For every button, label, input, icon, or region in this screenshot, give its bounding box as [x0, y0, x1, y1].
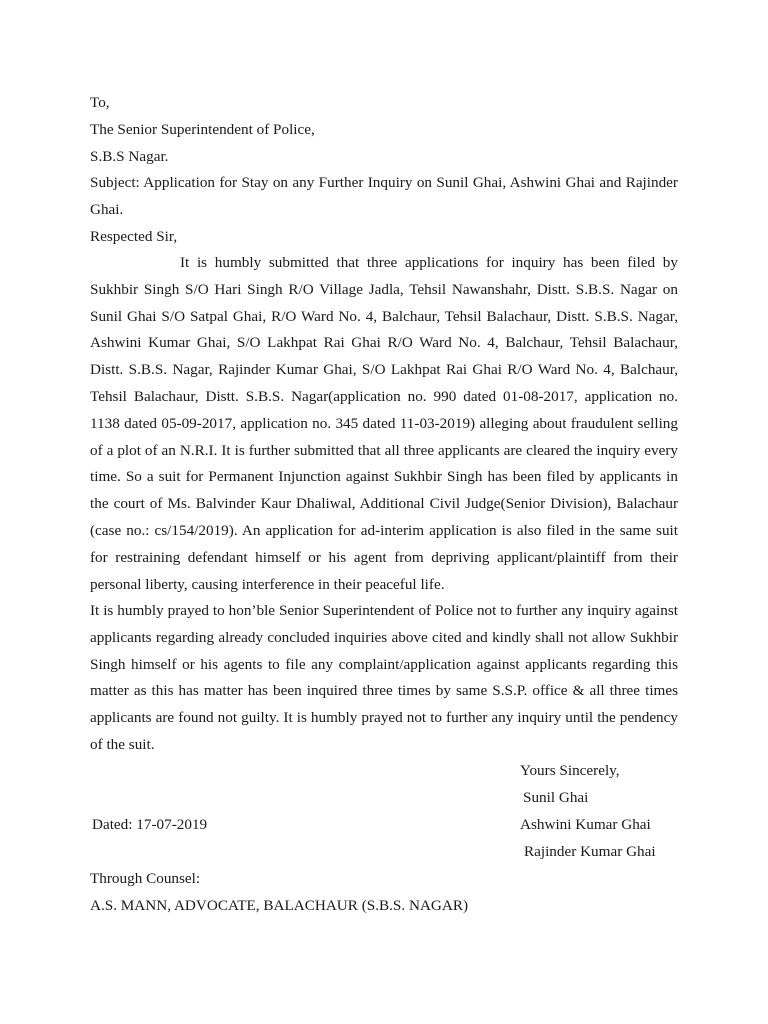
salutation: Respected Sir,	[90, 228, 178, 245]
signatory-2: Ashwini Kumar Ghai	[520, 816, 651, 833]
body-paragraph-1	[90, 250, 678, 598]
closing: Yours Sincerely,	[520, 762, 620, 779]
letter-date: Dated: 17-07-2019	[92, 816, 208, 833]
through-counsel-label: Through Counsel:	[90, 870, 201, 887]
signatory-3: Rajinder Kumar Ghai	[524, 843, 656, 860]
counsel-name: A.S. MANN, ADVOCATE, BALACHAUR (S.B.S. NAGAR)	[90, 897, 469, 914]
addressee: The Senior Superintendent of Police,	[90, 121, 315, 138]
signatory-1: Sunil Ghai	[523, 789, 589, 806]
paragraph-1-text: It is humbly submitted that three applications for inquiry has been filed by Sukhbir Singh S/O Hari Singh R/O Village Jadla, Tehsil Nawanshahr, Distt. S.B.S. Nagar on Sunil Ghai S/O Satpal Ghai, R/O Ward No. 4, Balchaur, Tehsil Balachaur, Distt. S.B.S. Nagar, Ashwini Kumar Ghai, S/O Lakhpat Rai Ghai R/O Ward No. 4, Balchaur, Tehsil Balachaur, Distt. S.B.S. Nagar, Rajinder Kumar Ghai, S/O Lakhpat Rai Ghai R/O Ward No. 4, Balchaur, Tehsil Balachaur, Distt. S.B.S. Nagar(application no. 990 dated 01-08-2017, application no. 1138 dated 05-09-2017, application no. 345 dated 11-03-2019) alleging about fraudulent selling of a plot of an N.R.I. It is further submitted that all three applicants are cleared the inquiry every time. So a suit for Permanent Injunction against Sukhbir Singh has been filed by applicants in the court of Ms. Balvinder Kaur Dhaliwal, Additional Civil Judge(Senior Division), Balachaur (case no.: cs/154/2019). An application for ad-interim application is also filed in the same suit for restraining defendant himself or his agent from depriving applicant/plaintiff from their personal liberty, causing interference in their peaceful life.	[90, 254, 678, 593]
recipient-to: To,	[90, 94, 110, 111]
body-paragraph-2: It is humbly prayed to hon’ble Senior Superintendent of Police not to further any inquiry against applicants regarding already concluded inquiries above cited and kindly shall not allow Sukhbir Singh himself or his agents to file any complaint/application against applicants regarding this matter as this has matter has been inquired three times by same S.S.P. office & all three times applicants are found not guilty. It is humbly prayed not to further any inquiry until the pendency of the suit.	[90, 602, 678, 753]
subject-line: Subject: Application for Stay on any Further Inquiry on Sunil Ghai, Ashwini Ghai and Rajinder Ghai.	[90, 174, 678, 218]
addressee-place: S.B.S Nagar.	[90, 148, 169, 165]
